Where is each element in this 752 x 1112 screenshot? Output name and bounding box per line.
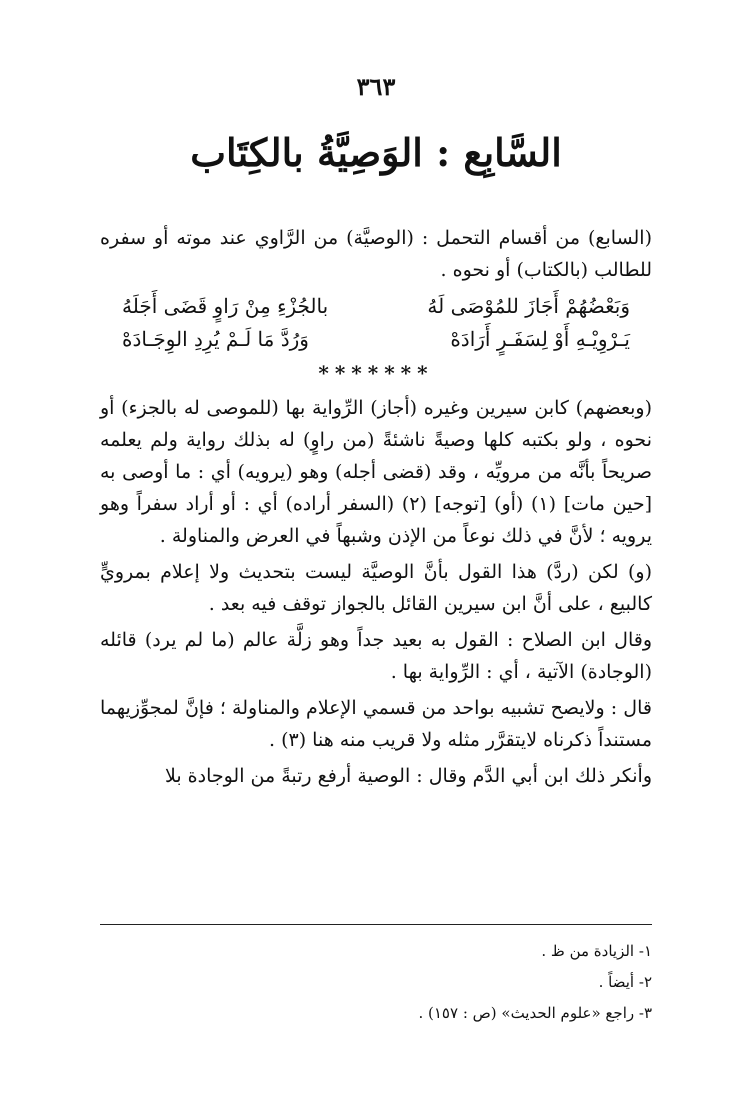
footnote-divider — [100, 924, 652, 925]
star-separator: ******* — [318, 361, 434, 385]
verse-hemistich: وَبَعْضُهُمْ أَجَازَ للمُوْصَى لَهُ — [427, 294, 630, 318]
paragraph-quote: قال : ولايصح تشبيه بواحد من قسمي الإعلام والمناولة ؛ فإنَّ لمجوِّزيهما مستنداً ذكرناه لايتقرَّر مثله ولا قريب منه هنا (٣) . — [100, 697, 652, 751]
footnote: ٣- راجع «علوم الحديث» (ص : ١٥٧) . — [418, 1004, 652, 1022]
verse-line — [122, 290, 630, 323]
verse-hemistich: وَرُدَّ مَا لَـمْ يُرِدِ الوِجَـادَهْ — [122, 327, 309, 351]
footnote: ٢- أيضاً . — [598, 973, 652, 991]
verse-block — [100, 290, 652, 356]
verse-line — [122, 323, 630, 356]
main-text — [100, 222, 652, 796]
paragraph-ibn-salah: وقال ابن الصلاح : القول به بعيد جداً وهو زلَّة عالم (ما لم يرد) قائله (الوجادة) الآتية ، أي : الرِّواية بها . — [100, 629, 652, 683]
footnote: ١- الزيادة من ظ . — [541, 942, 652, 960]
paragraph-rebuttal: (و) لكن (ردَّ) هذا القول بأنَّ الوصيَّة ليست بتحديث ولا إعلام بمرويٍّ كالبيع ، على أنَّ ابن سيرين القائل بالجواز توقف فيه بعد . — [100, 561, 652, 615]
page-number: ٣٦٣ — [356, 72, 396, 101]
verse-hemistich: يَـرْوِيْـهِ أَوْ لِسَفَـرٍ أَرَادَهْ — [450, 327, 630, 351]
paragraph-ibn-abi-dam: وأنكر ذلك ابن أبي الدَّم وقال : الوصية أرفع رتبةً من الوجادة بلا — [164, 765, 652, 787]
chapter-title: السَّابِع : الوَصِيَّةُ بالكِتَاب — [190, 130, 562, 175]
footnotes — [100, 936, 652, 1029]
verse-hemistich: بالجُزْءِ مِنْ رَاوٍ قَضَى أَجَلَهُ — [122, 294, 329, 318]
paragraph-intro: (السابع) من أقسام التحمل : (الوصيَّة) من الرَّاوي عند موته أو سفره للطالب (بالكتاب) أو نحوه . — [100, 227, 652, 281]
paragraph-commentary: (وبعضهم) كابن سيرين وغيره (أجاز) الرِّواية بها (للموصى له بالجزء) أو نحوه ، ولو بكتبه كلها وصيةً ناشئةً (من راوٍ) له بذلك رواية ولم يعلمه صريحاً بأنَّه من مرويِّه ، وقد (قضى أجله) وهو (يرويه) أي : ما أوصى به [حين مات] (١) (أو) [توجه] (٢) (السفر أراده) أي : أو أراد سفراً وهو يرويه ؛ لأنَّ في ذلك نوعاً من الإذن وشبهاً في العرض والمناولة . — [100, 397, 652, 547]
